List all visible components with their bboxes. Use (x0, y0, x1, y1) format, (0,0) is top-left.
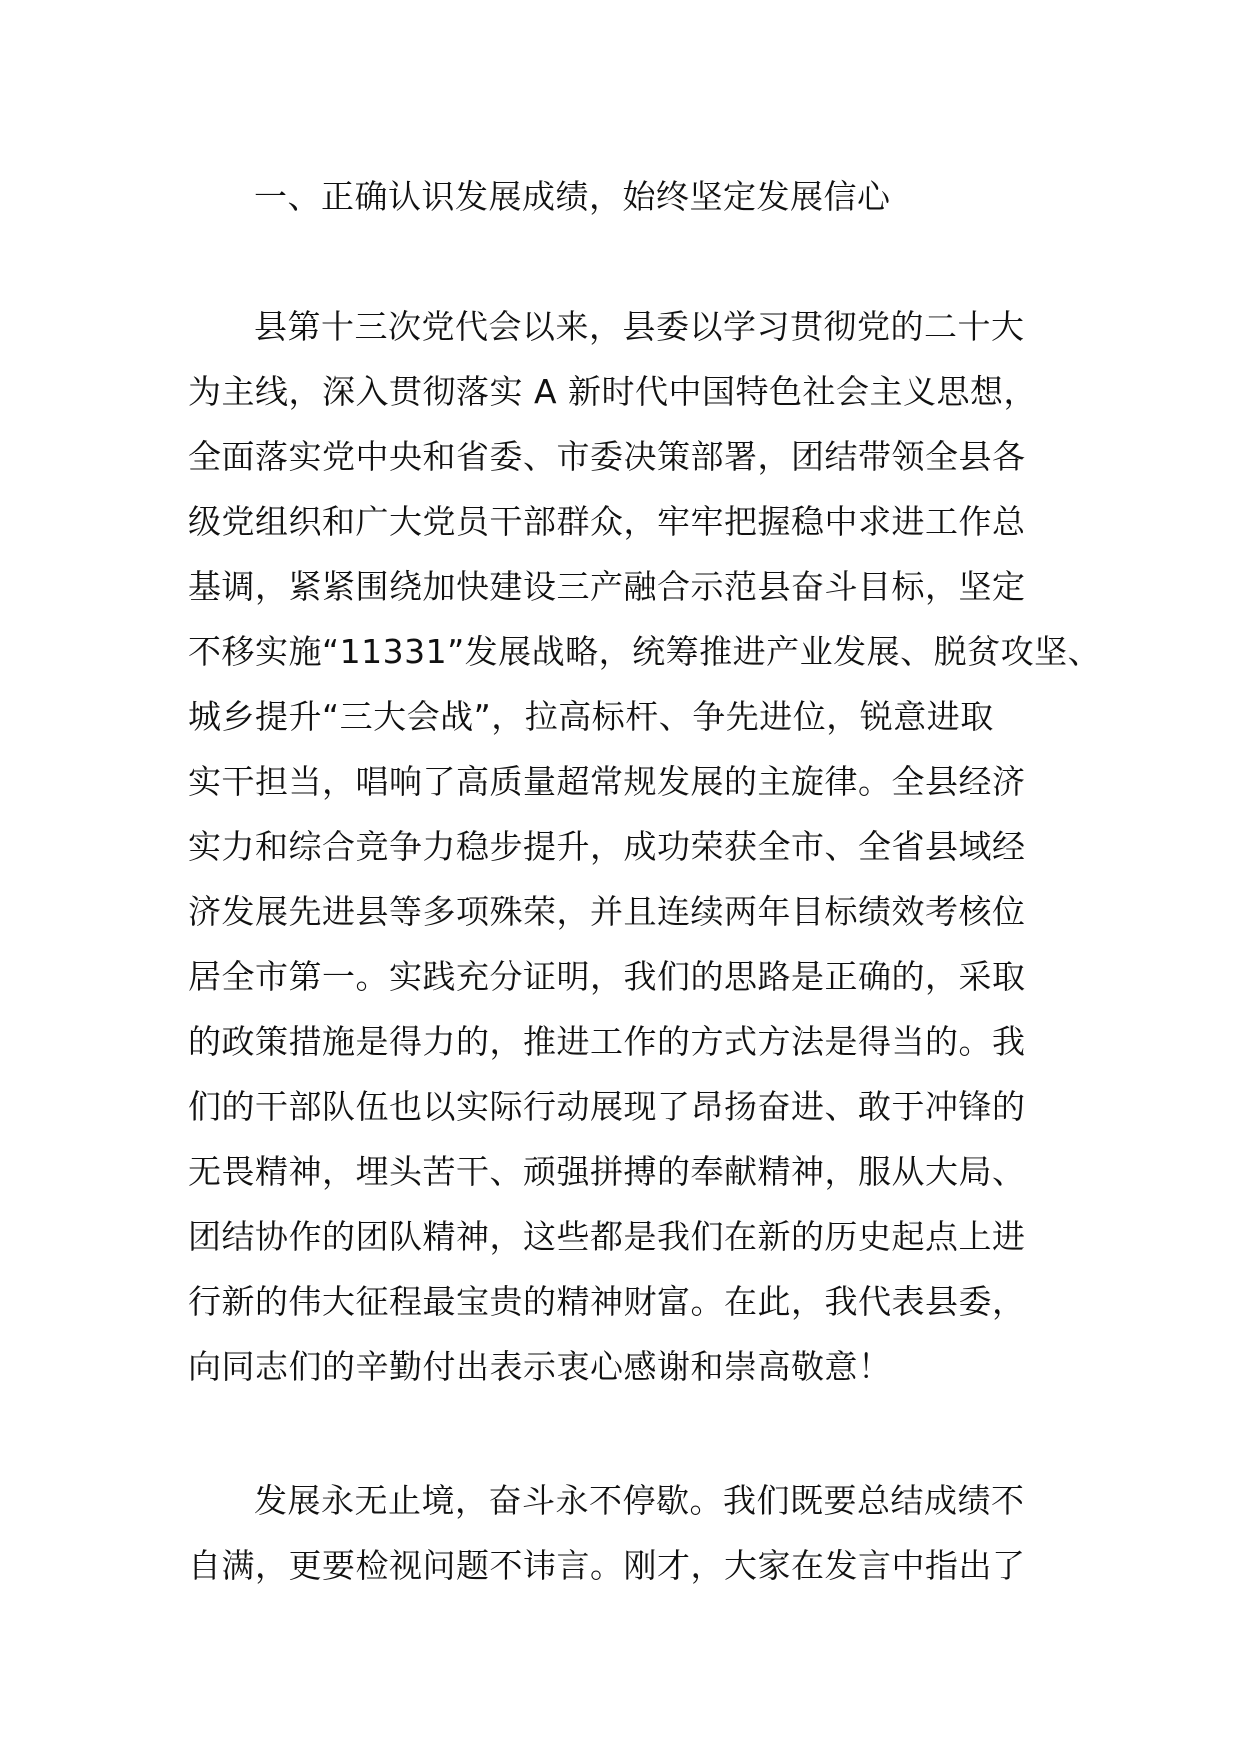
paragraph-line: 全面落实党中央和省委、市委决策部署，团结带领全县各 (188, 437, 1026, 476)
heading-line: 一、正确认识发展成绩，始终坚定发展信心 (254, 177, 891, 216)
paragraph-line: 城乡提升“三大会战”，拉高标杆、争先进位，锐意进取 (188, 697, 994, 736)
paragraph-line: 基调，紧紧围绕加快建设三产融合示范县奋斗目标，坚定 (188, 567, 1026, 606)
paragraph-line: 级党组织和广大党员干部群众，牢牢把握稳中求进工作总 (188, 502, 1026, 541)
paragraph-line: 居全市第一。实践充分证明，我们的思路是正确的，采取 (188, 957, 1026, 996)
paragraph-line: 为主线，深入贯彻落实 A 新时代中国特色社会主义思想， (188, 372, 1038, 411)
paragraph-line: 团结协作的团队精神，这些都是我们在新的历史起点上进 (188, 1217, 1026, 1256)
paragraph-line: 自满，更要检视问题不讳言。刚才，大家在发言中指出了 (188, 1546, 1026, 1585)
paragraph-line: 不移实施“11331”发展战略，统筹推进产业发展、脱贫攻坚、 (188, 632, 1102, 671)
section-heading (188, 164, 1064, 229)
paragraph-line: 们的干部队伍也以实际行动展现了昂扬奋进、敢于冲锋的 (188, 1087, 1026, 1126)
paragraph-line: 发展永无止境，奋斗永不停歇。我们既要总结成绩不 (254, 1481, 1025, 1520)
paragraph-line: 无畏精神，埋头苦干、顽强拼搏的奉献精神，服从大局、 (188, 1152, 1026, 1191)
paragraph-line: 实力和综合竞争力稳步提升，成功荣获全市、全省县域经 (188, 827, 1026, 866)
paragraph-line: 的政策措施是得力的，推进工作的方式方法是得当的。我 (188, 1022, 1026, 1061)
paragraph-line: 济发展先进县等多项殊荣，并且连续两年目标绩效考核位 (188, 892, 1026, 931)
paragraph-line: 行新的伟大征程最宝贵的精神财富。在此，我代表县委， (188, 1282, 1026, 1321)
paragraph-line: 实干担当，唱响了高质量超常规发展的主旋律。全县经济 (188, 762, 1026, 801)
paragraph-1 (188, 294, 1102, 1399)
paragraph-line: 向同志们的辛勤付出表示衷心感谢和崇高敬意！ (188, 1347, 892, 1386)
paragraph-line: 县第十三次党代会以来，县委以学习贯彻党的二十大 (254, 307, 1025, 346)
paragraph-2 (188, 1468, 1064, 1598)
